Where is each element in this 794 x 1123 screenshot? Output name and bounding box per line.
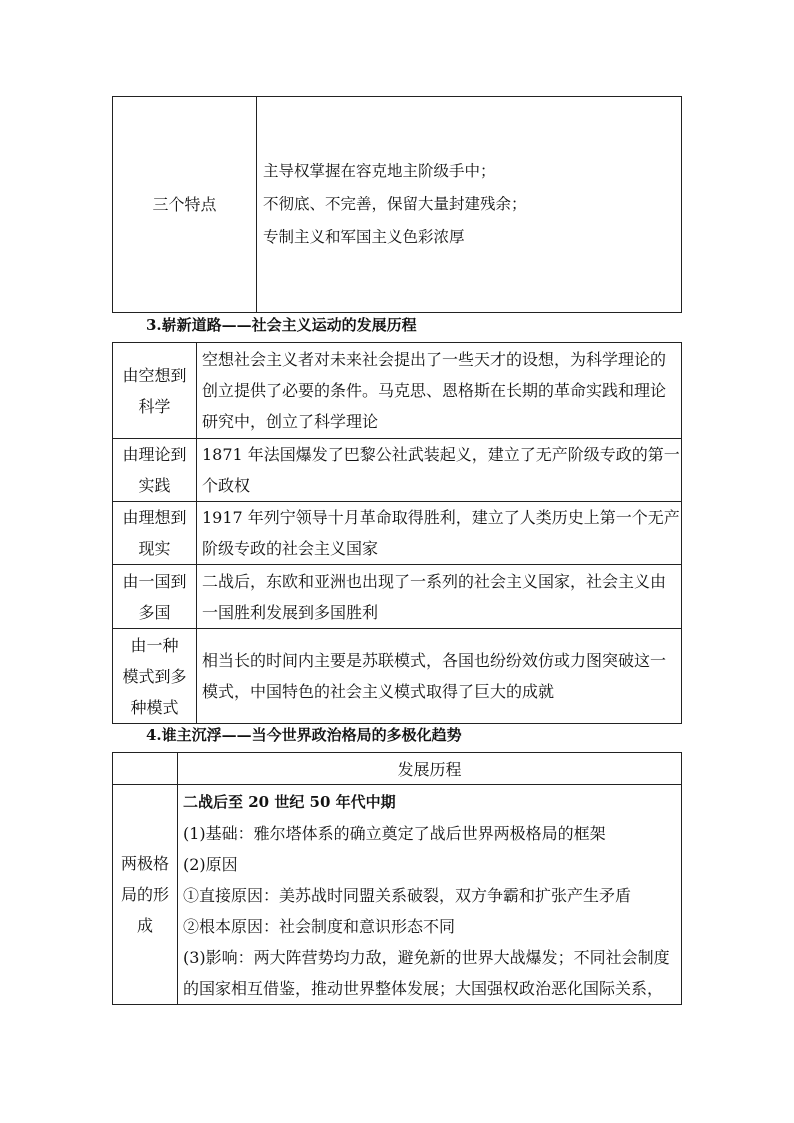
socialism-development-table: [112, 342, 682, 724]
row-text: 二战后至 20 世纪 50 年代中期 (1)基础：雅尔塔体系的确立奠定了战后世界两极格局的框架 (2)原因 ①直接原因：美苏战时同盟关系破裂，双方争霸和扩张产生矛盾 ②根本原因：社会制度和意识形态不同 (3)影响：两大阵营势均力敌，避免新的世界大战爆发；不同社会制度 的国家相互借鉴，推动世界整体发展；大国强权政治恶化国际关系，: [178, 785, 682, 1005]
section3-heading: 3.崭新道路——社会主义运动的发展历程: [146, 316, 417, 334]
characteristics-label: 三个特点: [113, 97, 257, 313]
row-text: 二战后，东欧和亚洲也出现了一系列的社会主义国家，社会主义由 一国胜利发展到多国胜利: [197, 565, 682, 629]
table-row: [113, 343, 682, 439]
header-cell-empty: [113, 753, 178, 785]
list-item: 专制主义和军国主义色彩浓厚: [263, 228, 465, 246]
table-row: [113, 502, 682, 565]
row-label: 两极格 局的形 成: [113, 785, 178, 1005]
header-cell-history: 发展历程: [178, 753, 682, 785]
section4-heading: 4.谁主沉浮——当今世界政治格局的多极化趋势: [146, 726, 462, 744]
list-item: 不彻底、不完善，保留大量封建残余；: [263, 195, 527, 213]
table-row: [113, 629, 682, 724]
table-row: [113, 565, 682, 629]
period-title: 二战后至 20 世纪 50 年代中期: [183, 793, 396, 811]
table-header-row: [113, 753, 682, 785]
row-label: 由一国到 多国: [113, 565, 197, 629]
row-text: 相当长的时间内主要是苏联模式，各国也纷纷效仿或力图突破这一 模式，中国特色的社会主义模式取得了巨大的成就: [197, 629, 682, 724]
table-row: [113, 785, 682, 1005]
characteristics-table: [112, 96, 682, 313]
row-text: 空想社会主义者对未来社会提出了一些天才的设想，为科学理论的 创立提供了必要的条件。马克思、恩格斯在长期的革命实践和理论 研究中，创立了科学理论: [197, 343, 682, 439]
row-label: 由一种 模式到多 种模式: [113, 629, 197, 724]
list-item: 主导权掌握在容克地主阶级手中；: [263, 162, 496, 180]
world-pattern-table: [112, 752, 682, 1005]
table-row: [113, 439, 682, 502]
row-label: 由理想到 现实: [113, 502, 197, 565]
row-text: 1917 年列宁领导十月革命取得胜利，建立了人类历史上第一个无产 阶级专政的社会主义国家: [197, 502, 682, 565]
row-label: 由理论到 实践: [113, 439, 197, 502]
characteristics-list: [257, 97, 682, 313]
row-text: 1871 年法国爆发了巴黎公社武装起义，建立了无产阶级专政的第一 个政权: [197, 439, 682, 502]
row-label: 由空想到 科学: [113, 343, 197, 439]
table-row: [113, 97, 682, 313]
